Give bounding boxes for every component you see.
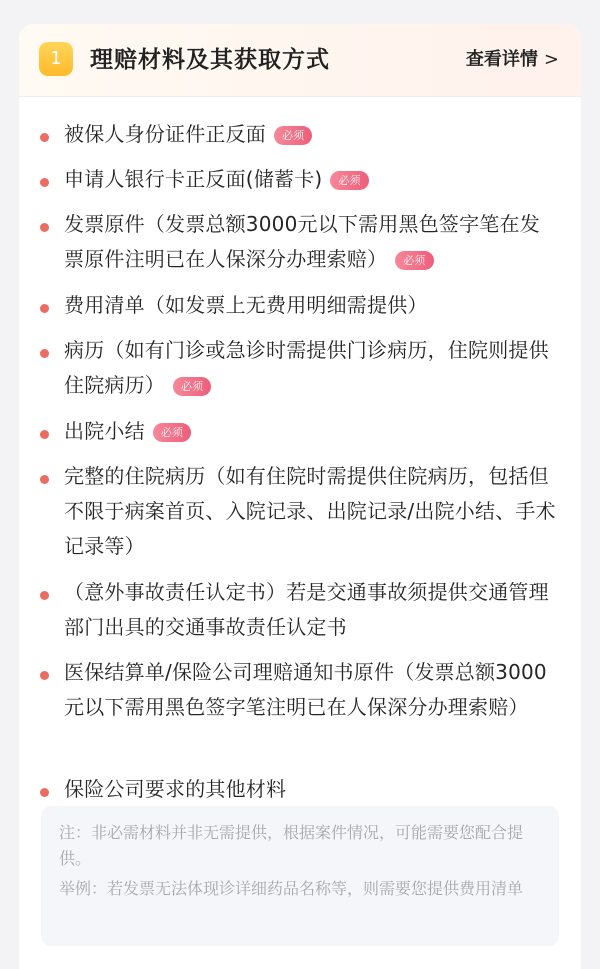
- note-box: [41, 806, 559, 946]
- required-tag: 必须: [153, 423, 191, 442]
- example-text: 举例：若发票无法体现诊详细药品名称等，则需要您提供费用清单: [59, 879, 524, 898]
- bullet-dot-icon: [40, 788, 49, 797]
- list-item-text: 医保结算单/保险公司理赔通知书原件（发票总额3000元以下需用黑色签字笔注明已在人保深分办理索赔）: [64, 660, 547, 719]
- required-tag: 必须: [274, 126, 312, 145]
- bullet-dot-icon: [40, 671, 49, 680]
- list-item-text: 病历（如有门诊或急诊时需提供门诊病历，住院则提供住院病历） 必须: [64, 338, 549, 397]
- bullet-dot-icon: [40, 178, 49, 187]
- list-item-text: 出院小结 必须: [64, 414, 559, 449]
- required-tag: 必须: [173, 377, 211, 396]
- list-item-text: （意外事故责任认定书）若是交通事故须提供交通管理部门出具的交通事故责任认定书: [64, 580, 549, 639]
- view-details-link[interactable]: [466, 47, 559, 73]
- section-title: 理赔材料及其获取方式: [90, 47, 330, 73]
- bullet-dot-icon: [40, 223, 49, 232]
- list-item-text: 发票原件（发票总额3000元以下需用黑色签字笔在发票原件注明已在人保深分办理索赔） 必须: [64, 212, 540, 271]
- bullet-dot-icon: [40, 430, 49, 439]
- required-tag: 必须: [395, 251, 433, 270]
- list-item-text: 被保人身份证件正反面 必须: [64, 117, 559, 152]
- list-item-text: 完整的住院病历（如有住院时需提供住院病历，包括但不限于病案首页、入院记录、出院记录/出院小结、手术记录等）: [64, 464, 556, 558]
- section-header: [19, 24, 581, 97]
- list-item-text: 费用清单（如发票上无费用明细需提供）: [64, 293, 428, 317]
- bullet-dot-icon: [40, 475, 49, 484]
- bullet-dot-icon: [40, 349, 49, 358]
- view-details-label: 查看详情: [465, 49, 538, 70]
- bullet-dot-icon: [40, 133, 49, 142]
- note-text: 注：非必需材料并非无需提供，根据案件情况，可能需要您配合提供。: [59, 823, 524, 868]
- list-item-text: 保险公司要求的其他材料: [64, 777, 287, 801]
- step-number-badge: 1: [39, 42, 73, 76]
- bullet-dot-icon: [40, 591, 49, 600]
- required-tag: 必须: [330, 171, 368, 190]
- chevron-right-icon: >: [543, 49, 559, 70]
- claim-materials-card: [19, 24, 581, 969]
- bullet-dot-icon: [40, 304, 49, 313]
- list-item-text: 申请人银行卡正反面(储蓄卡) 必须: [64, 162, 559, 197]
